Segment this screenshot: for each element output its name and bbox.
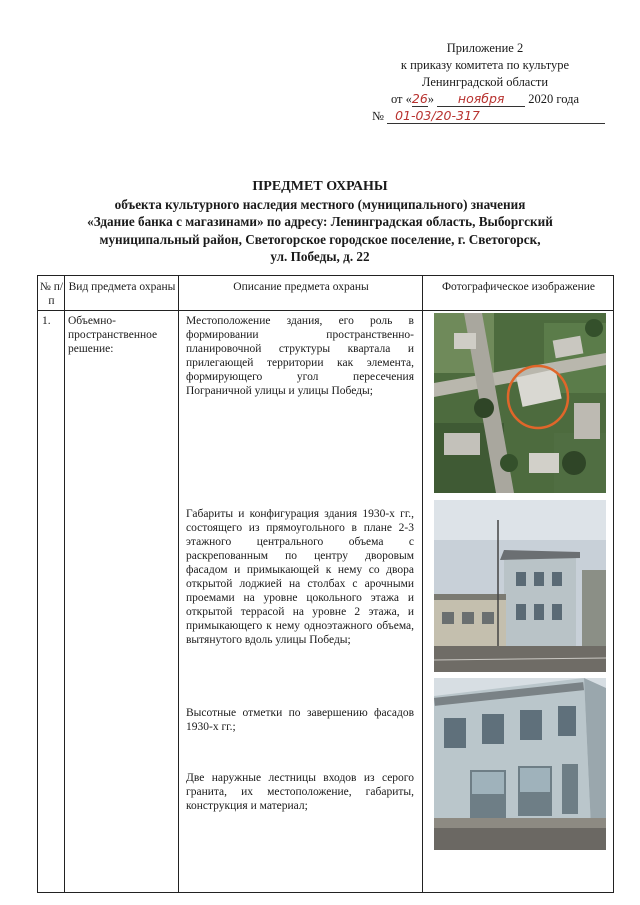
desc-stairs: Две наружные лестницы входов из серого гранита, их местоположение, габариты, конструкция и материал; [186, 772, 414, 812]
protection-table [37, 275, 614, 893]
header-num: № п/п [39, 281, 64, 307]
document-title [40, 178, 600, 266]
desc-dimensions: Габариты и конфигурация здания 1930-х гг., состоящего из прямоугольного в плане 2-3 этажного центрального объема с раскрепованным по центру дворовым фасадом и примыкающей к нему со двора открытой лоджией на столбах с арочными проемами на уровне цокольного этажа и открытой террасой на уровне 2 этажа, и примыкающего к нему одноэтажного объема, вытянутого вдоль улицы Победы; [186, 508, 414, 646]
title-line-1: ПРЕДМЕТ ОХРАНЫ [252, 179, 388, 194]
aerial-photo [434, 313, 606, 493]
date-year: 2020 года [528, 92, 580, 106]
title-line-4: муниципальный район, Светогорское городское поселение, г. Светогорск, [99, 231, 541, 247]
desc-location: Местоположение здания, его роль в формировании пространственно-планировочной структуры квартала и прилегающей территории как элемента, формирующего угол пересечения Пограничной улицы и улицы Победы; [186, 315, 414, 397]
table-divider [422, 276, 423, 892]
appendix-line-3: Ленинградской области [421, 75, 549, 89]
row-kind: Объемно-пространственное решение: [68, 315, 158, 355]
header-kind: Вид предмета охраны [68, 281, 176, 293]
facade-photo-image [434, 678, 606, 850]
appendix-block [360, 40, 610, 125]
table-divider [64, 276, 65, 892]
street-photo [434, 500, 606, 672]
table-divider [38, 310, 613, 311]
number-handwritten: 01-03/20-317 [387, 109, 605, 124]
facade-photo [434, 678, 606, 850]
date-day-handwritten: 26 [411, 91, 428, 106]
title-line-5: ул. Победы, д. 22 [270, 249, 370, 264]
header-desc: Описание предмета охраны [233, 281, 369, 293]
aerial-photo-image [434, 313, 606, 493]
table-divider [178, 276, 179, 892]
number-prefix: № [372, 109, 384, 123]
appendix-line-2: к приказу комитета по культуре [400, 58, 570, 72]
date-mid: » [427, 92, 435, 106]
header-photo: Фотографическое изображение [441, 281, 596, 293]
desc-heights: Высотные отметки по завершению фасадов 1930-х гг.; [186, 707, 414, 733]
appendix-line-1: Приложение 2 [446, 41, 524, 55]
appendix-number [360, 108, 610, 125]
appendix-date [360, 91, 610, 108]
title-line-2: объекта культурного наследия местного (муниципального) значения [114, 196, 526, 212]
title-line-3: «Здание банка с магазинами» по адресу: Ленинградская область, Выборгский [87, 214, 553, 229]
street-photo-image [434, 500, 606, 672]
row-num: 1. [42, 315, 51, 327]
date-month-handwritten: ноября [437, 92, 525, 107]
date-prefix: от « [390, 92, 412, 106]
